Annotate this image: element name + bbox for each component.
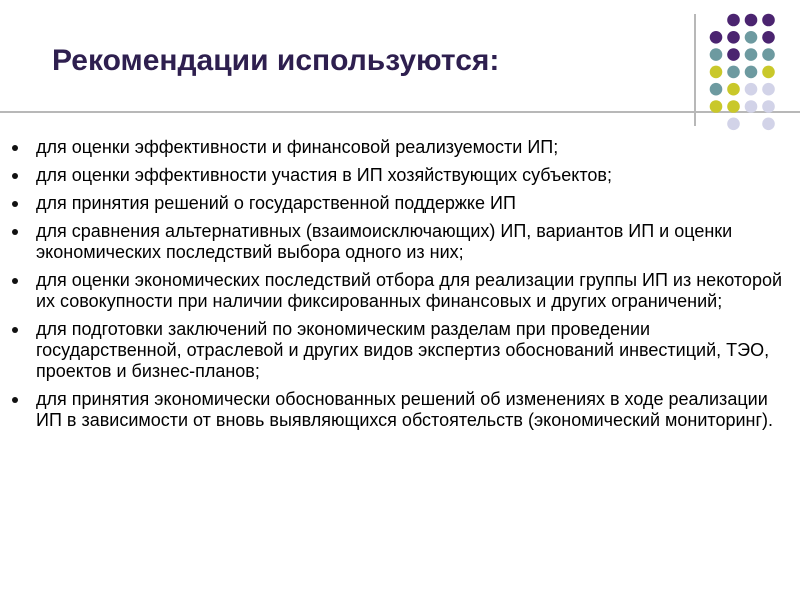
list-item-text: для принятия экономически обоснованных решений об изменениях в ходе реализации ИП в зависимости от вновь выявляющихся обстоятельств (экономический мониторинг).	[36, 389, 774, 430]
decorative-dot	[745, 31, 758, 44]
list-item-text: для сравнения альтернативных (взаимоисключающих) ИП, вариантов ИП и оценки экономических последствий выбора одного из них;	[36, 221, 733, 262]
decorative-dot	[745, 100, 758, 113]
decorative-dot	[710, 48, 723, 61]
decorative-dot	[762, 118, 775, 131]
bullet-icon	[12, 278, 18, 284]
list-item-text: для оценки экономических последствий отбора для реализации группы ИП из некоторой их совокупности при наличии фиксированных финансовых и других ограничений;	[36, 270, 783, 311]
slide-title: Рекомендации используются:	[52, 44, 500, 77]
decorative-dot	[762, 83, 775, 96]
decorative-dot	[762, 31, 775, 44]
decorative-dot	[727, 31, 740, 44]
list-item	[10, 137, 790, 158]
decorative-dot	[710, 100, 723, 113]
bullet-icon	[12, 229, 18, 235]
decorative-dot	[762, 48, 775, 61]
decorative-dot	[710, 66, 723, 79]
decorative-dot	[762, 14, 775, 27]
decorative-dot	[762, 100, 775, 113]
list-item	[10, 165, 790, 186]
list-item-text: для подготовки заключений по экономическим разделам при проведении государственной, отраслевой и других видов экспертиз обоснований инвестиций, ТЭО, проектов и бизнес-планов;	[36, 319, 770, 381]
list-item	[10, 270, 790, 312]
list-item	[10, 389, 790, 431]
bullet-icon	[12, 145, 18, 151]
list-item-text: для принятия решений о государственной поддержке ИП	[36, 193, 516, 213]
decorative-dot	[727, 48, 740, 61]
decorative-dot	[745, 66, 758, 79]
bullet-icon	[12, 397, 18, 403]
list-item-text: для оценки эффективности участия в ИП хозяйствующих субъектов;	[36, 165, 612, 185]
decorative-dot	[727, 100, 740, 113]
bullet-icon	[12, 173, 18, 179]
bullet-icon	[12, 327, 18, 333]
decorative-dot	[745, 48, 758, 61]
decorative-dot	[745, 14, 758, 27]
list-item	[10, 319, 790, 382]
list-item-text: для оценки эффективности и финансовой реализуемости ИП;	[36, 137, 559, 157]
decorative-dot	[710, 83, 723, 96]
bullet-icon	[12, 201, 18, 207]
decorative-dot	[762, 66, 775, 79]
decorative-dot	[745, 83, 758, 96]
decorative-dot	[727, 118, 740, 131]
list-item	[10, 193, 790, 214]
decorative-dot	[710, 31, 723, 44]
decorative-dot	[727, 14, 740, 27]
decorative-dot	[727, 66, 740, 79]
bullet-list	[10, 137, 790, 438]
decorative-dot	[727, 83, 740, 96]
list-item	[10, 221, 790, 263]
